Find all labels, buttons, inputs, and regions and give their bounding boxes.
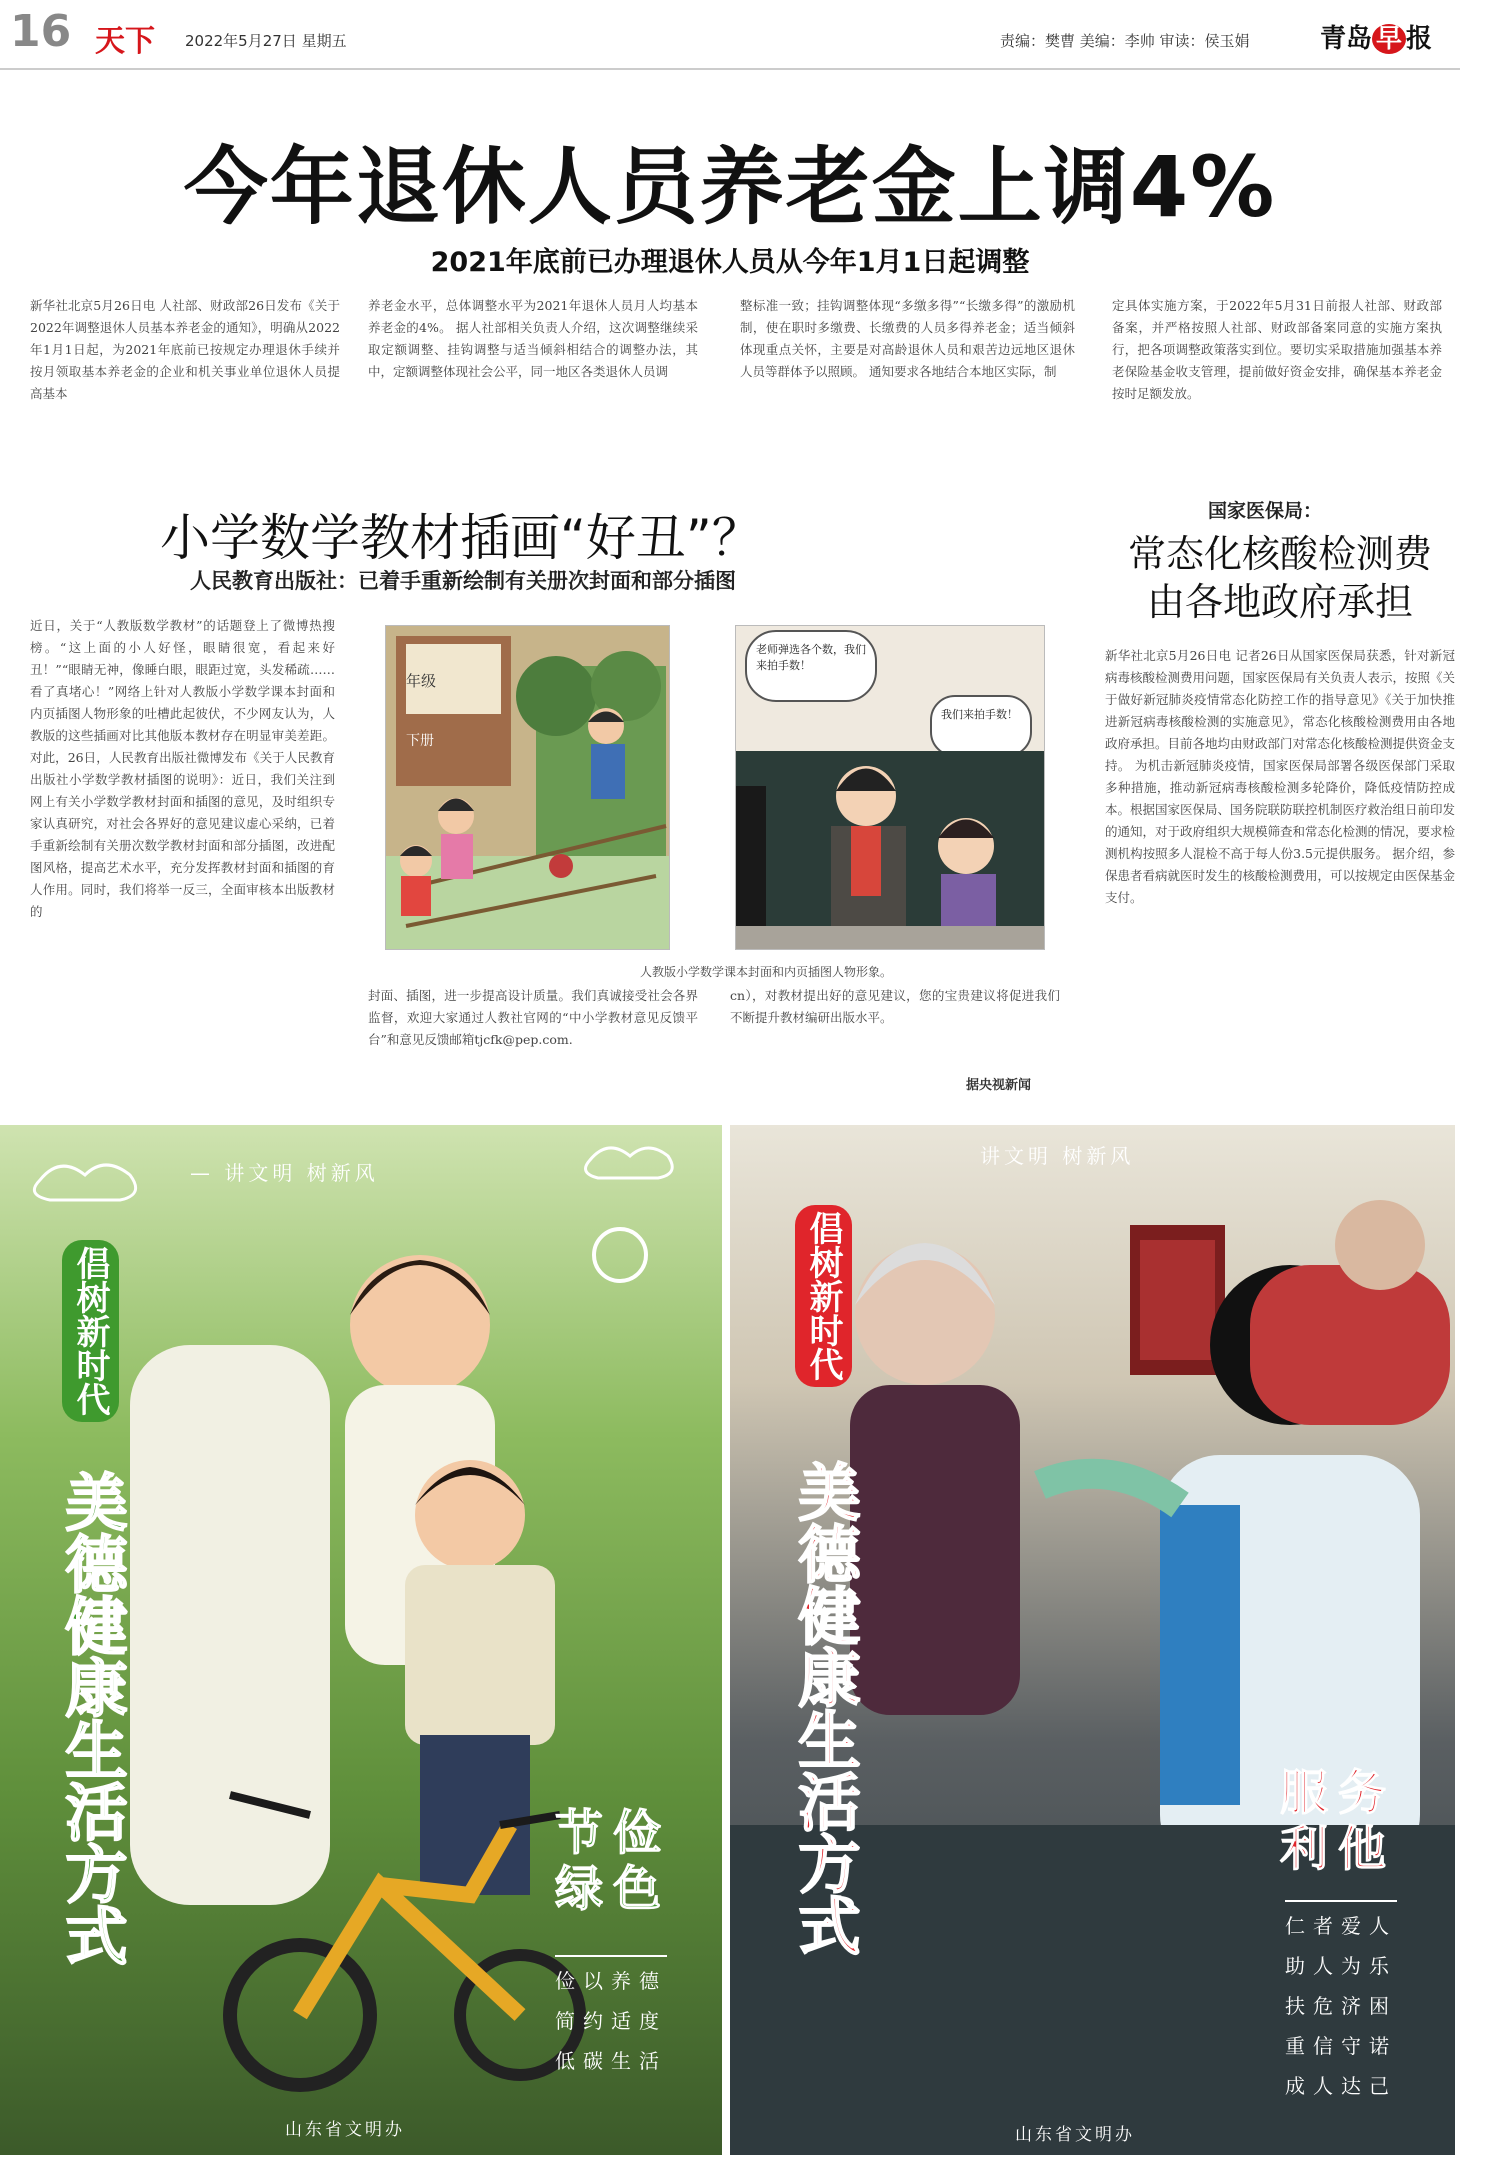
textbook-cover-photo [385, 625, 670, 950]
nucleic-acid-body: 新华社北京5月26日电 记者26日从国家医保局获悉，针对新冠病毒核酸检测费用问题，国家医保局有关负责人表示，按照《关于做好新冠肺炎疫情常态化防控工作的指导意见》《关于加快推进新冠病毒核酸检测的实施意见》，常态化核酸检测费用由各地政府承担。目前各地均由财政部门对常态化核酸检测提供资金支持。 为机击新冠肺炎疫情，国家医保局部署各级医保部门采取多种措施，推动新冠病毒核酸检测多轮降价，降低疫情防控成本。根据国家医保局、国务院联防联控机制医疗救治组日前印发的通知，对于政府组织大规模筛查和常态化检测的情况，要求检测机构按照多人混检不高于每人份3.5元提供服务。 据介绍，参保患者看病就医时发生的核酸检测费用，可以按规定由医保基金支付。 [1105, 648, 1455, 905]
poster2-vertical-small: 倡树新时代 [795, 1205, 852, 1387]
photo-caption: 人教版小学数学课本封面和内页插图人物形象。 [640, 965, 893, 979]
cover-grade-label: 年级 [406, 672, 437, 690]
headline-pension: 今年退休人员养老金上调4% [183, 138, 1277, 236]
textbook-col-3: cn），对教材提出好的意见建议，您的宝贵建议将促进我们不断提升教材编研出版水平。 [730, 988, 1060, 1025]
speech-bubble-1: 老师弹选各个数，我们来拍手数！ [756, 643, 866, 672]
poster2-top-slogan: 讲文明 树新风 [980, 1144, 1135, 1168]
section-name: 天下 [95, 24, 155, 59]
kicker-nhsa: 国家医保局： [1207, 500, 1322, 522]
poster2-box-title: 服务 利他 [1280, 1765, 1397, 1877]
pension-col-3: 整标准一致；挂钩调整体现“多缴多得”“长缴多得”的激励机制，使在职时多缴费、长缴费的人员多得养老金；适当倾斜体现重点关怀，主要是对高龄退休人员和艰苦边远地区退休人员等群体予以照顾。 通知要求各地结合本地区实际，制 [740, 298, 1075, 379]
page-number: 16 [10, 6, 72, 57]
headline-nucleic-acid [1110, 530, 1450, 626]
poster-thrift-green [0, 1125, 722, 2155]
cover-volume-label: 下册 [406, 733, 434, 749]
subhead-textbook: 人民教育出版社：已着手重新绘制有关册次封面和部分插图 [190, 569, 736, 593]
poster2-vertical-big: 美德健康生活方式 [788, 1460, 861, 1956]
headline-textbook: 小学数学教材插画“好丑”？ [160, 509, 762, 567]
pension-col-2: 养老金水平，总体调整水平为2021年退休人员月人均基本养老金的4%。 据人社部相关负责人介绍，这次调整继续采取定额调整、挂钩调整与适当倾斜相结合的调整办法，其中，定额调整体现社会公平，同一地区各类退休人员调 [368, 298, 698, 379]
newspaper-logo: 青岛 早 报 [1320, 24, 1433, 54]
poster2-lines: 仁者爱人 助人为乐 扶危济困 重信守诺 成人达己 [1285, 1900, 1397, 2106]
subhead-pension: 2021年底前已办理退休人员从今年1月1日起调整 [430, 247, 1030, 278]
poster-service-red [730, 1125, 1455, 2155]
headline-line-1: 常态化核酸检测费 [1127, 532, 1432, 576]
poster1-vertical-big: 美德健康生活方式 [55, 1470, 128, 1966]
poster2-footer: 山东省文明办 [1015, 2125, 1135, 2145]
poster1-box-title: 节俭 绿色 [555, 1805, 672, 1917]
speech-bubble-2: 我们来拍手数！ [941, 708, 1018, 721]
pension-col-4: 定具体实施方案，于2022年5月31日前报人社部、财政部备案，并严格按照人社部、财政部备案同意的实施方案执行，把各项调整政策落实到位。要切实采取措施加强基本养老保险基金收支管理，提前做好资金安排，确保基本养老金按时足额发放。 [1112, 298, 1442, 401]
poster1-lines: 俭以养德 简约适度 低碳生活 [555, 1955, 667, 2081]
pension-col-1: 新华社北京5月26日电 人社部、财政部26日发布《关于2022年调整退休人员基本养老金的通知》，明确从2022年1月1日起，为2021年底前已按规定办理退休手续并按月领取基本养老金的企业和机关事业单位退休人员提高基本 [30, 298, 340, 401]
poster1-top-slogan: — 讲文明 树新风 [190, 1161, 379, 1185]
source-credit: 据央视新闻 [966, 1078, 1032, 1093]
page-header [0, 0, 1460, 70]
editor-credits: 责编：樊曹 美编：李帅 审读：侯玉娟 [1000, 32, 1250, 50]
issue-date: 2022年5月27日 星期五 [185, 32, 347, 50]
textbook-col-2: 封面、插图，进一步提高设计质量。我们真诚接受社会各界监督，欢迎大家通过人教社官网的“中小学教材意见反馈平台”和意见反馈邮箱tjcfk@pep.com. [368, 988, 698, 1047]
poster1-footer: 山东省文明办 [285, 2120, 405, 2140]
poster1-vertical-small: 倡树新时代 [62, 1240, 119, 1422]
headline-line-2: 由各地政府承担 [1146, 580, 1413, 624]
textbook-col-1: 近日，关于“人教版数学教材”的话题登上了微博热搜榜。“这上面的小人好怪，眼睛很宽，看起来好丑！”“眼睛无神，像睡白眼，眼距过宽，头发稀疏……看了真堵心！”网络上针对人教版小学数学课本封面和内页插图人物形象的吐槽此起彼伏，不少网友认为，人教版的这些插画对比其他版本教材存在明显审美差距。 对此，26日，人民教育出版社微博发布《关于人民教育出版社小学数学教材插图的说明》：近日，我们关注到网上有关小学数学教材封面和插图的意见，及时组织专家认真研究，对社会各界好的意见建议虚心采纳，已着手重新绘制有关册次数学教材封面和部分插图，改进配图风格，提高艺术水平，充分发挥教材封面和插图的育人作用。同时，我们将举一反三，全面审核本出版教材的 [30, 618, 335, 919]
textbook-inner-photo [735, 625, 1045, 950]
